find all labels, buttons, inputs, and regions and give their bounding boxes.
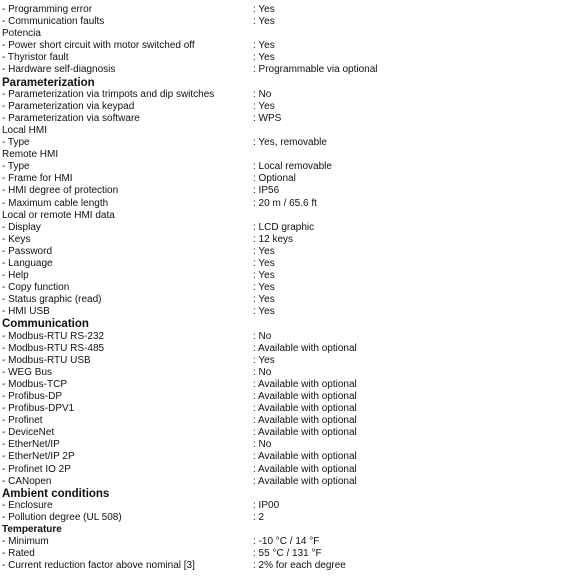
group-label-row <box>2 125 573 137</box>
spec-label: - Type <box>2 137 30 149</box>
spec-value: : Available with optional <box>253 391 357 402</box>
spec-value: : IP00 <box>253 499 280 511</box>
spec-value: : Available with optional <box>253 378 357 390</box>
spec-row <box>2 64 573 76</box>
section-heading-row <box>2 488 573 500</box>
spec-label: - Type <box>2 161 30 173</box>
section-title: Parameterization <box>2 76 95 89</box>
spec-label: - Minimum <box>2 536 49 548</box>
spec-value: : Yes <box>253 40 275 52</box>
spec-value: : Yes <box>253 4 275 15</box>
spec-value: : Yes <box>253 100 275 112</box>
spec-row <box>2 101 573 113</box>
spec-value: : No <box>253 330 272 342</box>
spec-value: : 2 <box>253 511 265 523</box>
spec-value: : No <box>253 366 272 378</box>
spec-label: - Thyristor fault <box>2 52 69 64</box>
spec-row <box>2 282 573 294</box>
spec-row <box>2 403 573 415</box>
spec-label: - EtherNet/IP 2P <box>2 451 75 463</box>
spec-row <box>2 331 573 343</box>
spec-value: : Available with optional <box>253 403 357 415</box>
spec-label: - CANopen <box>2 475 52 487</box>
spec-value: : -10 °C / 14 °F <box>253 536 320 548</box>
spec-label: - Profinet IO 2P <box>2 463 71 475</box>
spec-label: - Power short circuit with motor switched off <box>2 40 195 52</box>
spec-value: : No <box>253 88 272 100</box>
spec-row <box>2 451 573 463</box>
spec-row <box>2 137 573 149</box>
spec-value: : 2% for each degree <box>253 560 346 572</box>
spec-value: : LCD graphic <box>253 221 315 233</box>
spec-row <box>2 306 573 318</box>
spec-row <box>2 270 573 282</box>
spec-label: - Modbus-RTU RS-232 <box>2 330 105 342</box>
spec-value: : Yes <box>253 257 275 269</box>
section-heading-row <box>2 318 573 330</box>
section-title: Temperature <box>2 524 62 536</box>
spec-label: - Parameterization via keypad <box>2 100 135 112</box>
spec-row <box>2 16 573 28</box>
section-title: Ambient conditions <box>2 487 110 500</box>
spec-row <box>2 161 573 173</box>
spec-row <box>2 4 573 16</box>
spec-value: : Yes <box>253 245 275 257</box>
spec-label: - Enclosure <box>2 499 53 511</box>
spec-label: - Profibus-DPV1 <box>2 403 75 415</box>
spec-label: - Profibus-DP <box>2 391 63 402</box>
group-label-row <box>2 210 573 222</box>
spec-row <box>2 560 573 572</box>
group-label-row <box>2 28 573 40</box>
spec-label: - Language <box>2 257 53 269</box>
spec-label: - Password <box>2 245 53 257</box>
spec-value: : Available with optional <box>253 475 357 487</box>
spec-row <box>2 464 573 476</box>
spec-label: - Parameterization via trimpots and dip switches <box>2 88 215 100</box>
spec-label: - Help <box>2 270 29 282</box>
spec-row <box>2 427 573 439</box>
section-title: Potencia <box>2 28 41 40</box>
spec-label: - Pollution degree (UL 508) <box>2 511 122 523</box>
spec-row <box>2 198 573 210</box>
spec-row <box>2 415 573 427</box>
spec-row <box>2 512 573 524</box>
spec-label: - Modbus-RTU RS-485 <box>2 342 105 354</box>
section-title: Communication <box>2 318 89 331</box>
spec-label: - Rated <box>2 548 35 560</box>
subsection-heading-row <box>2 524 573 536</box>
spec-row <box>2 476 573 488</box>
spec-label: - DeviceNet <box>2 427 55 439</box>
spec-value: : Yes <box>253 306 275 318</box>
spec-row <box>2 258 573 270</box>
spec-row <box>2 536 573 548</box>
spec-value: : Local removable <box>253 161 332 173</box>
spec-value: : Yes <box>253 52 275 64</box>
spec-value: : 12 keys <box>253 233 294 245</box>
spec-value: : Yes <box>253 354 275 366</box>
spec-value: : 20 m / 65.6 ft <box>253 197 317 209</box>
spec-label: - Hardware self-diagnosis <box>2 64 116 76</box>
spec-row <box>2 246 573 258</box>
spec-value: : Yes <box>253 270 275 282</box>
spec-row <box>2 222 573 234</box>
spec-label: - WEG Bus <box>2 366 53 378</box>
spec-row <box>2 294 573 306</box>
section-heading-row <box>2 77 573 89</box>
spec-row <box>2 548 573 560</box>
spec-value: : Yes <box>253 282 275 294</box>
spec-value: : Optional <box>253 173 296 185</box>
spec-row <box>2 113 573 125</box>
spec-label: - Display <box>2 221 41 233</box>
spec-label: - Communication faults <box>2 16 105 28</box>
spec-row <box>2 40 573 52</box>
spec-row <box>2 391 573 403</box>
spec-value: : Yes <box>253 16 275 28</box>
spec-label: - Copy function <box>2 282 70 294</box>
spec-value: : Yes <box>253 294 275 306</box>
spec-sheet <box>2 4 573 572</box>
spec-row <box>2 367 573 379</box>
section-title: Remote HMI <box>2 149 59 161</box>
spec-value: : Available with optional <box>253 463 357 475</box>
group-label-row <box>2 149 573 161</box>
spec-row <box>2 89 573 101</box>
spec-value: : Available with optional <box>253 451 357 463</box>
spec-value: : Programmable via optional <box>253 64 378 76</box>
spec-label: - HMI USB <box>2 306 50 318</box>
spec-row <box>2 52 573 64</box>
spec-value: : Available with optional <box>253 342 357 354</box>
spec-label: - Modbus-RTU USB <box>2 354 91 366</box>
spec-value: : Available with optional <box>253 427 357 439</box>
spec-value: : 55 °C / 131 °F <box>253 548 322 560</box>
spec-value: : WPS <box>253 112 282 124</box>
spec-label: - Parameterization via software <box>2 112 140 124</box>
section-title: Local HMI <box>2 124 48 136</box>
spec-row <box>2 355 573 367</box>
spec-row <box>2 379 573 391</box>
spec-label: - EtherNet/IP <box>2 439 60 451</box>
spec-label: - Keys <box>2 233 31 245</box>
spec-value: : Yes, removable <box>253 137 327 149</box>
section-title: Local or remote HMI data <box>2 209 115 221</box>
spec-row <box>2 185 573 197</box>
spec-value: : Available with optional <box>253 415 357 427</box>
spec-row <box>2 439 573 451</box>
spec-row <box>2 500 573 512</box>
spec-label: - Status graphic (read) <box>2 294 102 306</box>
spec-label: - Maximum cable length <box>2 197 109 209</box>
spec-label: - Modbus-TCP <box>2 378 68 390</box>
spec-label: - Current reduction factor above nominal [3] <box>2 560 195 572</box>
spec-row <box>2 343 573 355</box>
spec-row <box>2 234 573 246</box>
spec-value: : No <box>253 439 272 451</box>
spec-label: - Programming error <box>2 4 93 15</box>
spec-label: - Profinet <box>2 415 43 427</box>
spec-label: - Frame for HMI <box>2 173 73 185</box>
spec-row <box>2 173 573 185</box>
spec-value: : IP56 <box>253 185 280 197</box>
spec-label: - HMI degree of protection <box>2 185 119 197</box>
